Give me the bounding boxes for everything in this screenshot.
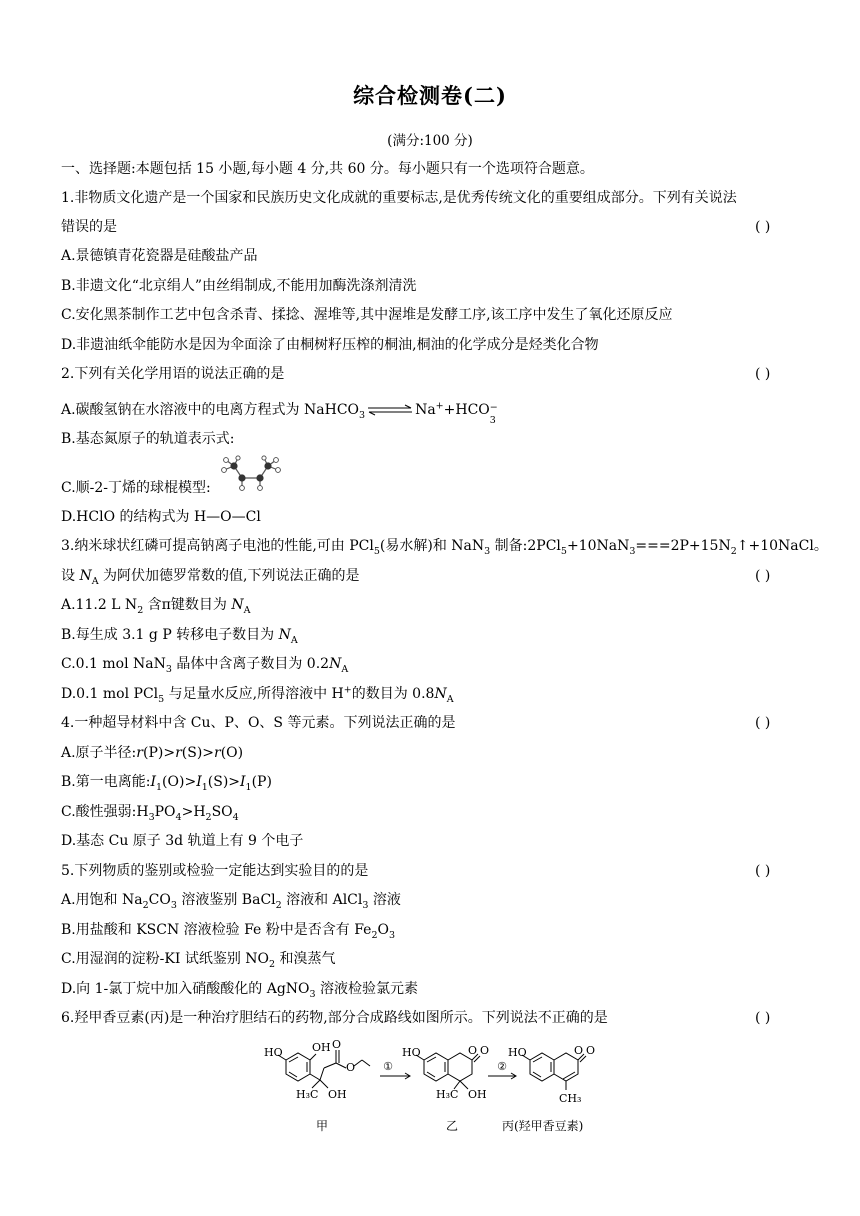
q4a-r3: r <box>214 745 221 761</box>
q3-s3: 5 <box>560 545 567 557</box>
q3d-t3: 的数目为 0.8 <box>351 686 435 702</box>
q2-answer-paren[interactable]: ( ) <box>755 366 771 382</box>
q2a-ion-charge <box>489 402 498 426</box>
compound-c-name: 丙(羟甲香豆素) <box>502 1119 584 1133</box>
q5-stem <box>61 860 801 882</box>
q4-option-b[interactable] <box>61 771 801 793</box>
q3-t3: 制备:2PCl <box>490 538 561 554</box>
q3b-na-sub: A <box>290 634 298 646</box>
label-a-o-ester: O <box>346 1061 356 1074</box>
q5a-s2: 3 <box>170 899 177 911</box>
q4a-b2: (S)> <box>181 745 215 761</box>
q3-l2-b: 为阿伏加德罗常数的值,下列说法正确的是 <box>98 568 360 584</box>
q3-option-c[interactable] <box>61 653 801 675</box>
q4c-t2: PO <box>154 804 176 820</box>
q5a-s1: 2 <box>142 899 149 911</box>
q3a-na: N <box>231 597 244 613</box>
q3c-s: 3 <box>165 663 172 675</box>
label-c-ho: HO <box>508 1046 527 1059</box>
q3-stem-line1 <box>61 535 828 557</box>
label-c-o-ring: O <box>574 1044 584 1057</box>
q5-option-a[interactable] <box>61 889 801 911</box>
q5-option-b[interactable] <box>61 919 801 941</box>
q5a-s3: 2 <box>275 899 282 911</box>
q1-option-b[interactable]: B.非遗文化“北京绢人”由丝绢制成,不能用加酶洗涤剂清洗 <box>61 278 417 294</box>
label-a-h3c: H₃C <box>296 1088 319 1101</box>
q4b-i3: I <box>240 774 246 790</box>
q3c-na-sub: A <box>341 663 349 675</box>
q4c-t: C.酸性强弱:H <box>61 804 149 820</box>
q5a-t3: 溶液鉴别 BaCl <box>176 892 276 908</box>
q6-stem <box>61 1007 801 1029</box>
q5b-t2: O <box>377 922 389 938</box>
q3-option-a[interactable] <box>61 594 801 616</box>
q4b-s3: 1 <box>245 781 252 793</box>
q3-s1: 5 <box>373 545 380 557</box>
q3-s5: 2 <box>730 545 737 557</box>
label-b-oh: OH <box>468 1088 487 1101</box>
q4c-s2: 4 <box>175 811 182 823</box>
q3d-s: 5 <box>158 693 165 705</box>
q3-l2-na: N <box>79 568 92 584</box>
q2-option-a[interactable] <box>61 399 801 426</box>
q3-s4: 3 <box>629 545 636 557</box>
q3-stem-line2 <box>61 565 801 587</box>
q3-t4: +10NaN <box>566 538 630 554</box>
q1-answer-paren[interactable]: ( ) <box>755 219 771 235</box>
q3c-t: C.0.1 mol NaN <box>61 656 166 672</box>
q2a-na: Na <box>415 402 436 418</box>
q4c-s3: 2 <box>205 811 212 823</box>
q5a-t2: CO <box>148 892 171 908</box>
q2a-sup: + <box>435 400 444 412</box>
q6-answer-paren[interactable]: ( ) <box>755 1010 771 1026</box>
q4b-s2: 1 <box>201 781 208 793</box>
q4b-i2: I <box>196 774 202 790</box>
label-c-o-carbonyl: O <box>586 1044 596 1057</box>
q1-stem-tail: 错误的是 <box>61 219 117 235</box>
q2a-charge-sub: 3 <box>489 415 496 426</box>
q3a-t: A.11.2 L N <box>61 597 138 613</box>
q5-option-c[interactable] <box>61 948 801 970</box>
q5-stem-text: 5.下列物质的鉴别或检验一定能达到实验目的的是 <box>61 863 369 879</box>
q4c-s1: 3 <box>148 811 155 823</box>
q4b-b2: (S)> <box>207 774 241 790</box>
q4-answer-paren[interactable]: ( ) <box>755 715 771 731</box>
q3a-s: 2 <box>137 604 144 616</box>
label-a-ho: HO <box>264 1046 283 1059</box>
label-a-o-carbonyl: O <box>332 1038 342 1051</box>
q5c-s1: 2 <box>269 958 276 970</box>
label-b-o-carbonyl: O <box>480 1044 490 1057</box>
q3-t1: 3.纳米球状红磷可提高钠离子电池的性能,可由 PCl <box>61 538 374 554</box>
q1-option-a[interactable]: A.景德镇青花瓷器是硅酸盐产品 <box>61 248 258 264</box>
q3b-na: N <box>278 627 291 643</box>
q5b-s2: 3 <box>389 929 396 941</box>
q2-option-d[interactable]: D.HClO 的结构式为 H—O—Cl <box>61 509 261 525</box>
q4b-b3: (P) <box>251 774 272 790</box>
synthesis-route-diagram <box>258 1038 598 1136</box>
q5d-t2: 溶液检验氯元素 <box>315 981 419 997</box>
step-1-label: ① <box>383 1060 393 1073</box>
q3-l2-a: 设 <box>61 568 80 584</box>
q4-option-c[interactable] <box>61 801 801 823</box>
section-heading: 一、选择题:本题包括 15 小题,每小题 4 分,共 60 分。每小题只有一个选项符合题意。 <box>61 161 594 177</box>
q5c-t: C.用湿润的淀粉-KI 试纸鉴别 NO <box>61 951 270 967</box>
q4a-r1: r <box>136 745 143 761</box>
q5a-t: A.用饱和 Na <box>61 892 143 908</box>
q3d-sup: + <box>343 684 352 696</box>
q2a-hco3: +HCO <box>443 402 490 418</box>
q1-option-c[interactable]: C.安化黑茶制作工艺中包含杀青、揉捻、渥堆等,其中渥堆是发酵工序,该工序中发生了氧化还原反应 <box>61 307 673 323</box>
q1-stem-line1: 1.非物质文化遗产是一个国家和民族历史文化成就的重要标志,是优秀传统文化的重要组成部分。下列有关说法 <box>61 190 737 206</box>
q1-option-d[interactable]: D.非遗油纸伞能防水是因为伞面涂了由桐树籽压榨的桐油,桐油的化学成分是烃类化合物 <box>61 337 599 353</box>
q4b-i1: I <box>150 774 156 790</box>
label-b-o-ring: O <box>468 1044 478 1057</box>
label-a-oh-top: OH <box>312 1041 331 1054</box>
q4c-s4: 4 <box>232 811 239 823</box>
q5d-s1: 3 <box>309 988 316 1000</box>
q3b-t: B.每生成 3.1 g P 转移电子数目为 <box>61 627 279 643</box>
q4b-s1: 1 <box>156 781 163 793</box>
q3-t2: (易水解)和 NaN <box>379 538 485 554</box>
q3a-t2: 含π键数目为 <box>143 597 232 613</box>
q4b-t: B.第一电离能: <box>61 774 151 790</box>
q4a-r2: r <box>175 745 182 761</box>
label-b-ho: HO <box>402 1046 421 1059</box>
q4-option-d[interactable]: D.基态 Cu 原子 3d 轨道上有 9 个电子 <box>61 833 304 849</box>
q5-answer-paren[interactable]: ( ) <box>755 863 771 879</box>
page-title: 综合检测卷(二) <box>353 83 507 108</box>
q5a-t4: 溶液和 AlCl <box>281 892 363 908</box>
cis-2-butene-ball-stick-model <box>214 456 286 492</box>
q3d-t2: 与足量水反应,所得溶液中 H <box>164 686 344 702</box>
q5b-t: B.用盐酸和 KSCN 溶液检验 Fe 粉中是否含有 Fe <box>61 922 372 938</box>
q2a-sub: 3 <box>359 409 366 421</box>
q4-stem-text: 4.一种超导材料中含 Cu、P、O、S 等元素。下列说法正确的是 <box>61 715 456 731</box>
q4a-b1: (P)> <box>142 745 176 761</box>
compound-a-name: 甲 <box>316 1119 329 1133</box>
q5a-s4: 3 <box>362 899 369 911</box>
q3c-t2: 晶体中含离子数目为 0.2 <box>171 656 330 672</box>
q6-stem-text: 6.羟甲香豆素(丙)是一种治疗胆结石的药物,部分合成路线如图所示。下列说法不正确的是 <box>61 1010 608 1026</box>
q3-t6: ↑+10NaCl。 <box>736 538 828 554</box>
q3a-na-sub: A <box>243 604 251 616</box>
q2-option-b[interactable]: B.基态氮原子的轨道表示式: <box>61 431 235 447</box>
equilibrium-arrow-icon <box>367 405 413 415</box>
q4a-t: A.原子半径: <box>61 745 137 761</box>
q5-option-d[interactable] <box>61 978 801 1000</box>
q2a-charge-sup: − <box>489 402 498 413</box>
label-a-oh: OH <box>328 1088 347 1101</box>
q4-option-a[interactable] <box>61 742 801 764</box>
step-2-label: ② <box>497 1060 507 1073</box>
q4b-b1: (O)> <box>162 774 197 790</box>
q3-option-b[interactable] <box>61 624 801 646</box>
q2a-text: A.碳酸氢钠在水溶液中的电离方程式为 NaHCO <box>61 402 360 418</box>
q2c-text: C.顺-2-丁烯的球棍模型: <box>61 480 211 496</box>
q3-option-d[interactable] <box>61 683 801 705</box>
q5c-t2: 和溴蒸气 <box>275 951 336 967</box>
q3d-t: D.0.1 mol PCl <box>61 686 159 702</box>
q4c-t4: SO <box>211 804 233 820</box>
q4a-b3: (O) <box>220 745 244 761</box>
full-score-note: (满分:100 分) <box>387 133 473 149</box>
q3d-na-sub: A <box>446 693 454 705</box>
compound-b-name: 乙 <box>446 1119 459 1133</box>
q3-t5: ===2P+15N <box>635 538 731 554</box>
q3-answer-paren[interactable]: ( ) <box>755 568 771 584</box>
q4c-t3: >H <box>181 804 206 820</box>
label-b-h3c: H₃C <box>436 1088 459 1101</box>
q3d-na: N <box>434 686 447 702</box>
q5d-t: D.向 1-氯丁烷中加入硝酸酸化的 AgNO <box>61 981 310 997</box>
q2-stem-text: 2.下列有关化学用语的说法正确的是 <box>61 366 285 382</box>
q1-stem-line2 <box>61 216 801 238</box>
q4-stem <box>61 712 801 734</box>
q2-stem <box>61 363 801 385</box>
q3-l2-na-sub: A <box>91 575 99 587</box>
label-c-ch3: CH₃ <box>559 1092 582 1105</box>
q5b-s1: 2 <box>371 929 378 941</box>
q5a-t5: 溶液 <box>368 892 401 908</box>
q3c-na: N <box>329 656 342 672</box>
q2-option-c[interactable] <box>61 477 801 499</box>
q3-s2: 3 <box>484 545 491 557</box>
